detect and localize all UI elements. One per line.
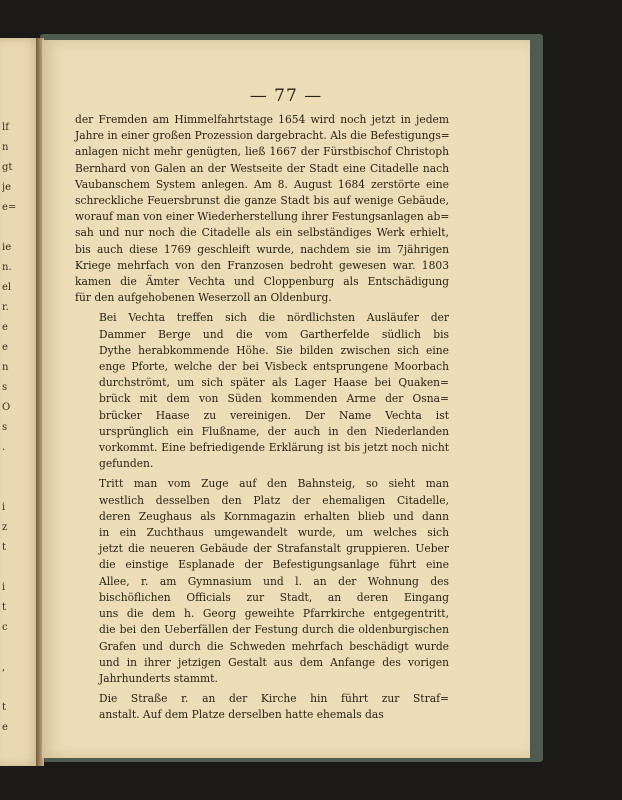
text-line: gefunden. [99, 457, 154, 471]
previous-page-text-fragments: lf n gt je e= ie n. el r. e e n s O s . i z t i t c , t e [2, 122, 16, 733]
text-line: Jahrhunderts stammt. [99, 671, 218, 685]
paragraph [75, 310, 449, 472]
text-line: für den aufgehobenen Weserzoll an Oldenburg. [75, 291, 332, 305]
text-line: bis auch diese 1769 geschleift wurde, nachdem sie im 7jährigen [75, 242, 449, 256]
text-line: Tritt man vom Zuge auf den Bahnsteig, so sieht man [99, 477, 449, 491]
book-page [42, 40, 530, 758]
paragraph [75, 476, 449, 687]
text-line: uns die dem h. Georg geweihte Pfarrkirche entgegentritt, [99, 607, 449, 621]
text-line: Bernhard von Galen an der Westseite der Stadt eine Citadelle nach [75, 161, 449, 175]
text-line: Dammer Berge und die vom Gartherfelde südlich bis [99, 327, 449, 341]
text-line: bischöflichen Officials zur Stadt, an deren Eingang [99, 590, 449, 604]
text-line: in ein Zuchthaus umgewandelt wurde, um welches sich [99, 526, 449, 540]
text-line: brück mit dem von Süden kommenden Arme der Osna= [99, 392, 449, 406]
paragraph [75, 112, 449, 306]
text-line: Bei Vechta treffen sich die nördlichsten Ausläufer der [99, 311, 449, 325]
text-line: anlagen nicht mehr genügten, ließ 1667 der Fürstbischof Christoph [75, 145, 449, 159]
text-line: durchströmt, um sich später als Lager Haase bei Quaken= [99, 376, 449, 390]
text-line: Dythe herabkommende Höhe. Sie bilden zwischen sich eine [99, 343, 449, 357]
text-line: anstalt. Auf dem Platze derselben hatte ehemals das [99, 708, 384, 722]
text-line: Jahre in einer großen Prozession dargebracht. Als die Befestigungs= [75, 129, 450, 143]
text-line: Allee, r. am Gymnasium und l. an der Wohnung des [99, 574, 449, 588]
text-line: vorkommt. Eine befriedigende Erklärung ist bis jetzt noch nicht [99, 441, 449, 455]
text-line: Die Straße r. an der Kirche hin führt zur Straf= [99, 692, 449, 706]
text-line: die einstige Esplanade der Befestigungsanlage führt eine [99, 558, 449, 572]
text-line: kamen die Ämter Vechta und Cloppenburg als Entschädigung [75, 275, 449, 289]
page-number: — 77 — [249, 86, 323, 106]
text-line: und in ihrer jetzigen Gestalt aus dem Anfange des vorigen [99, 655, 449, 669]
text-line: deren Zeughaus als Kornmagazin erhalten blieb und dann [99, 509, 449, 523]
text-line: enge Pforte, welche der bei Visbeck entsprungene Moorbach [99, 360, 449, 374]
text-line: brücker Haase zu vereinigen. Der Name Vechta ist [99, 408, 449, 422]
text-line: schreckliche Feuersbrunst die ganze Stadt bis auf wenige Gebäude, [75, 194, 449, 208]
previous-page-edge [0, 38, 40, 766]
text-line: jetzt die neueren Gebäude der Strafanstalt gruppieren. Ueber [99, 542, 449, 556]
text-line: westlich desselben den Platz der ehemaligen Citadelle, [99, 493, 449, 507]
paragraph [75, 691, 449, 723]
text-line: ursprünglich ein Flußname, der auch in den Niederlanden [99, 424, 449, 438]
text-line: Vaubanschem System anlegen. Am 8. August 1684 zerstörte eine [75, 177, 449, 191]
page-body-text [75, 112, 449, 724]
text-line: worauf man von einer Wiederherstellung ihrer Festungsanlagen ab= [75, 210, 450, 224]
text-line: der Fremden am Himmelfahrtstage 1654 wird noch jetzt in jedem [75, 113, 449, 126]
text-line: die bei den Ueberfällen der Festung durch die oldenburgischen [99, 623, 449, 637]
text-line: Grafen und durch die Schweden mehrfach beschädigt wurde [99, 639, 449, 653]
text-line: sah und nur noch die Citadelle als ein selbständiges Werk erhielt, [75, 226, 449, 240]
text-line: Kriege mehrfach von den Franzosen bedroht gewesen war. 1803 [75, 258, 449, 272]
